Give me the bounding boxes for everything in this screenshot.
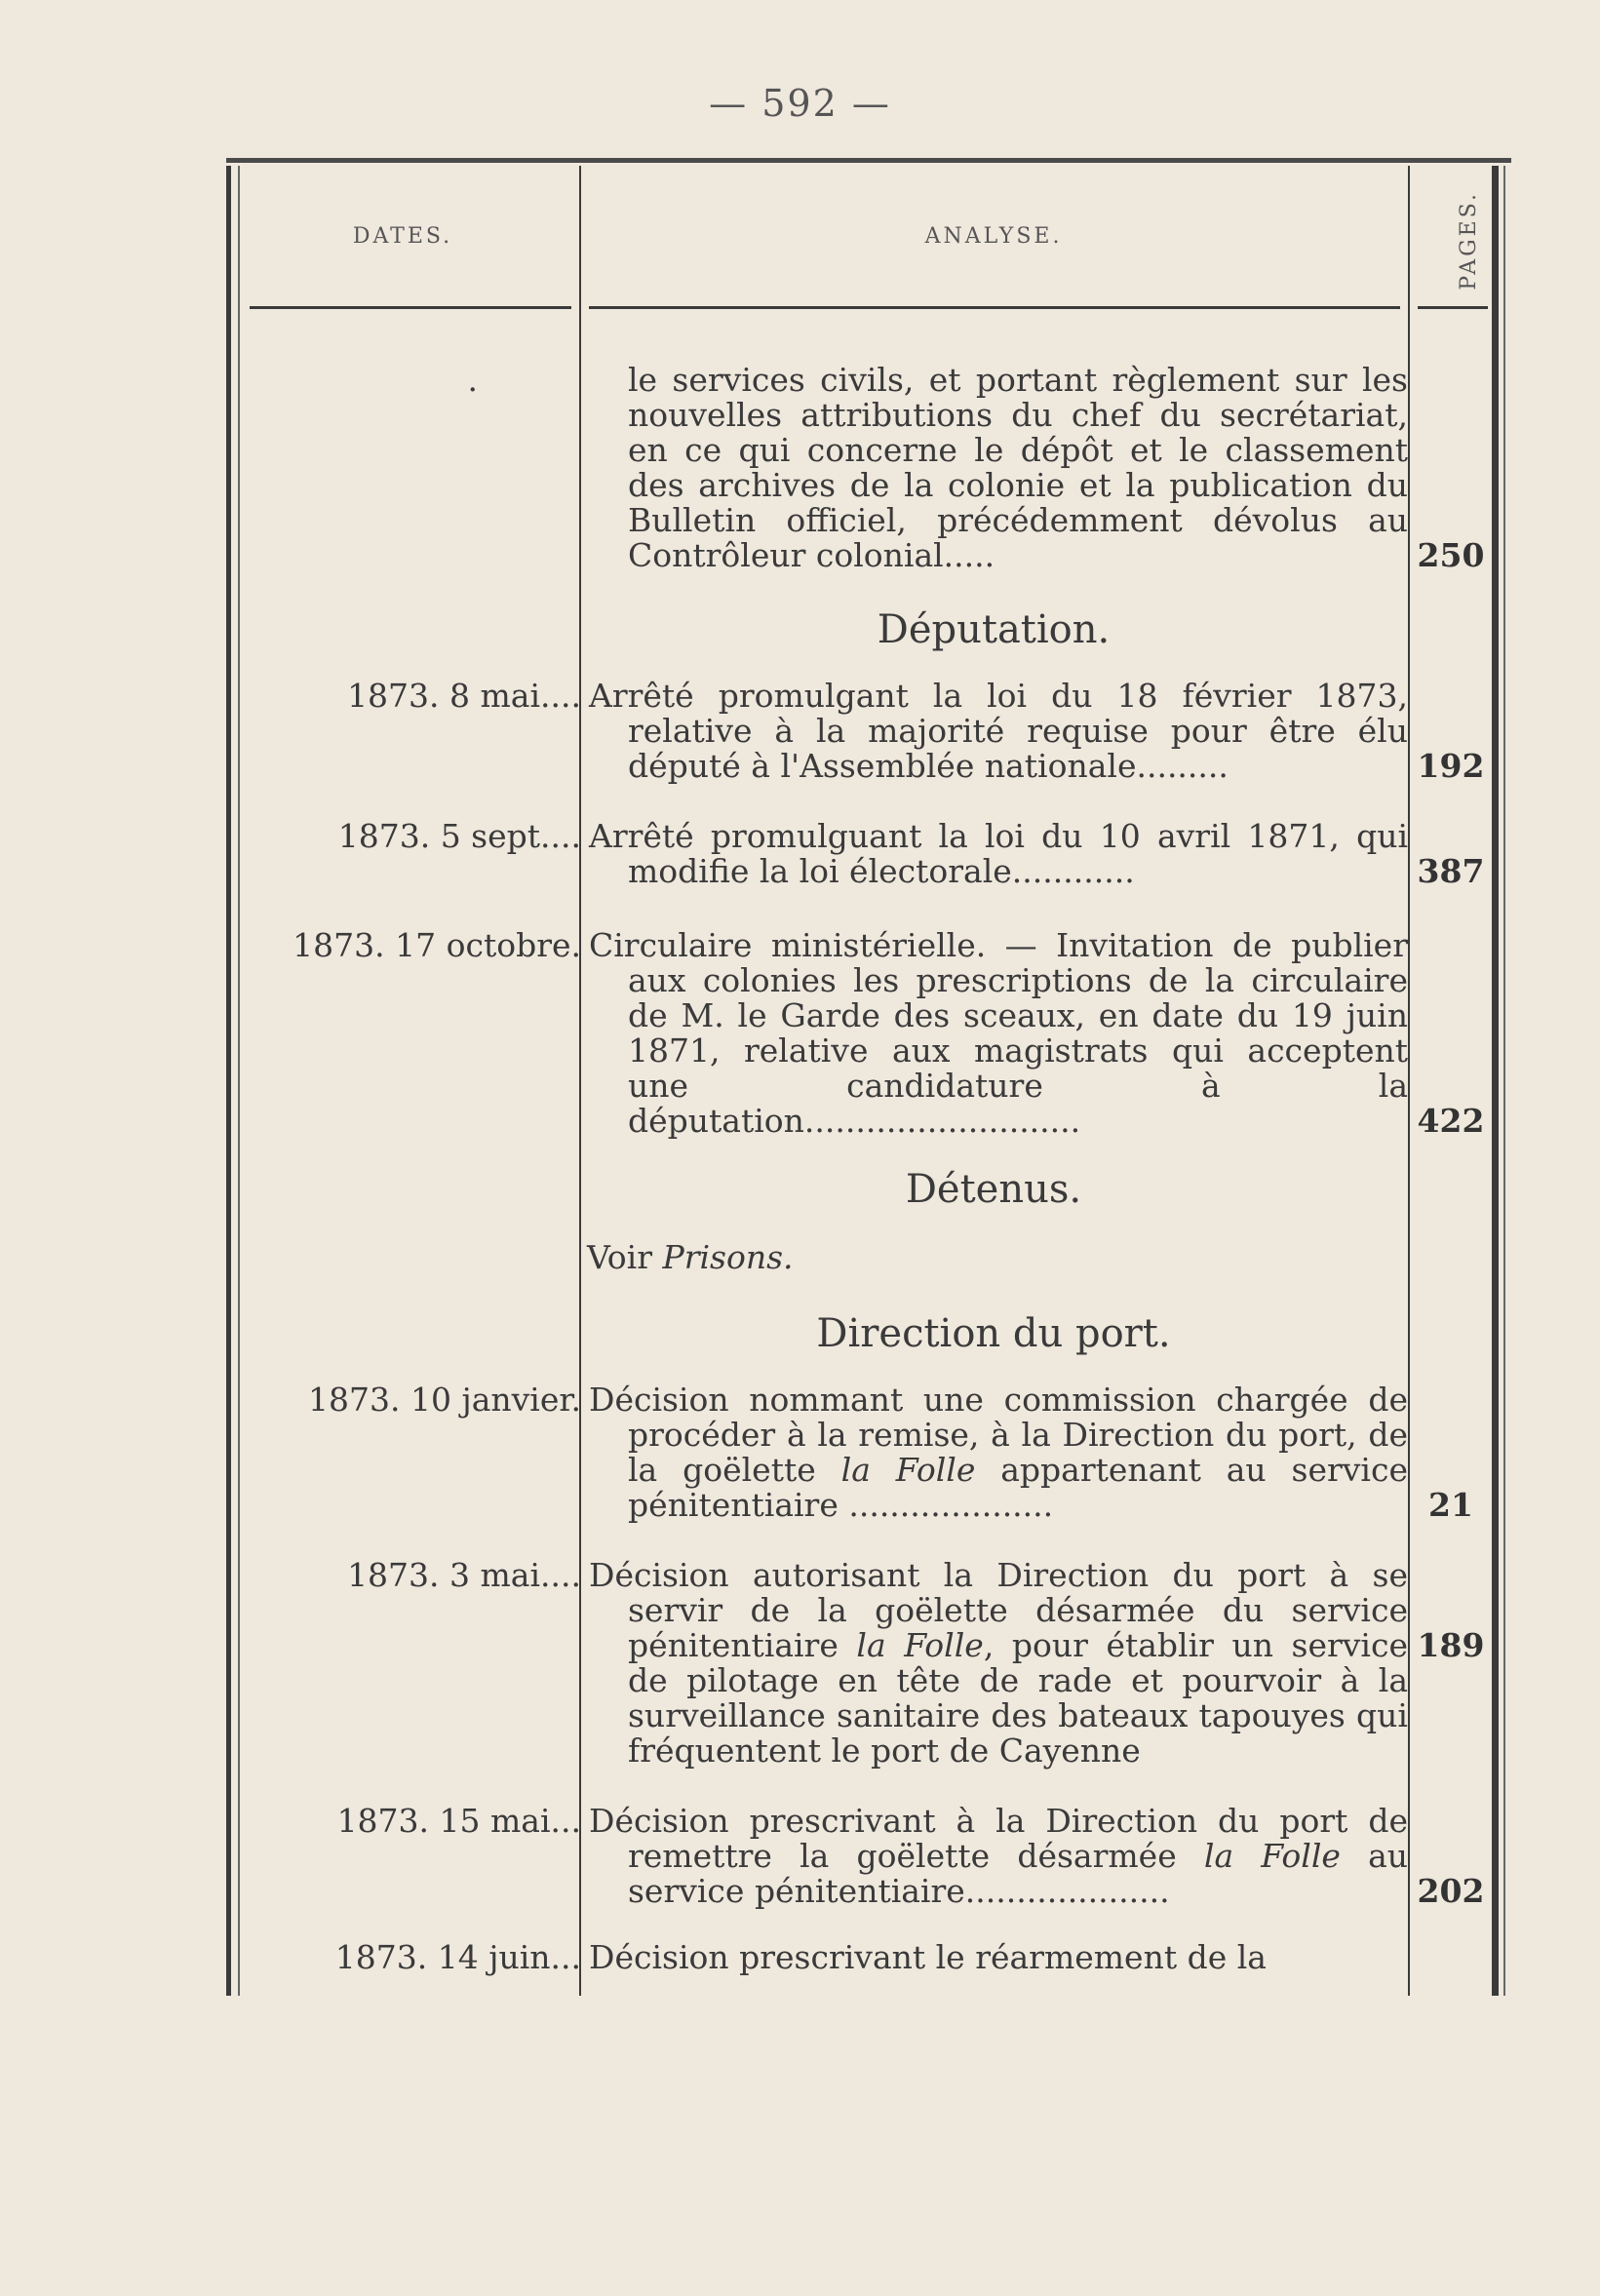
entry-text: Arrêté promulgant la loi du 18 février 1873, relative à la majorité requise pour être élu député à l'Assemblée nationale.........: [589, 677, 1408, 785]
entry-text: Décision prescrivant le réarmement de la: [589, 1938, 1267, 1976]
right-border-inner: [1503, 166, 1505, 1996]
section-title: Détenus.: [905, 1167, 1082, 1212]
entry-date: .: [467, 361, 478, 399]
entry-date: 1873. 15 mai...: [336, 1802, 581, 1840]
entry-date: 1873. 14 juin...: [334, 1938, 581, 1976]
entry-page: 202: [1417, 1872, 1485, 1910]
header-pages: PAGES.: [1457, 191, 1481, 291]
header-analyse: ANALYSE.: [924, 224, 1063, 249]
entry-date: 1873. 5 sept....: [337, 817, 581, 855]
entry-date: 1873. 3 mai....: [347, 1556, 581, 1594]
entry-date: 1873. 8 mai....: [347, 677, 581, 715]
left-border-inner: [238, 166, 240, 1996]
entry-date: 1873. 10 janvier.: [308, 1381, 581, 1419]
section-title: Députation.: [877, 607, 1111, 652]
dates-column-divider: [579, 166, 581, 1996]
header-rule-analyse: [589, 306, 1400, 309]
page-number: — 592 —: [709, 82, 891, 125]
header-rule-pages: [1418, 306, 1488, 309]
entry-page: 422: [1417, 1102, 1485, 1140]
entry-text: le services civils, et portant règlement sur les nouvelles attributions du chef du secrétariat, en ce qui concerne le dépôt et le classement des archives de la colonie et la publication du Bulletin officiel, précédemment dévolus au Contrôleur colonial.....: [628, 361, 1408, 574]
entry-text: Décision prescrivant à la Direction du port de remettre la goëlette désarmée la Folle au service pénitentiaire....................: [589, 1802, 1409, 1910]
header-rule-dates: [250, 306, 571, 309]
entry-text: Arrêté promulguant la loi du 10 avril 1871, qui modifie la loi électorale............: [589, 817, 1408, 890]
entry-page: 189: [1417, 1626, 1485, 1664]
entry-page: 21: [1428, 1486, 1473, 1524]
see-also-target: Prisons.: [662, 1238, 794, 1276]
entry-page: 387: [1417, 852, 1485, 890]
entry-page: 192: [1417, 747, 1485, 785]
entry-page: 250: [1417, 536, 1485, 574]
pages-column-divider: [1408, 166, 1410, 1996]
entry-text: Circulaire ministérielle. — Invitation de publier aux colonies les prescriptions de la circulaire de M. le Garde des sceaux, en date du 19 juin 1871, relative aux magistrats qui acceptent une candidature à la députation...........................: [589, 926, 1408, 1140]
left-border: [226, 166, 231, 1996]
see-also-prefix: Voir: [587, 1238, 663, 1276]
entry-text: Décision autorisant la Direction du port à se servir de la goëlette désarmée du service pénitentiaire la Folle, pour établir un service de pilotage en tête de rade et pourvoir à la surveillance sanitaire des bateaux tapouyes qui fréquentent le port de Cayenne: [589, 1556, 1408, 1770]
section-title: Direction du port.: [816, 1311, 1171, 1356]
right-border: [1492, 166, 1499, 1996]
entry-date: 1873. 17 octobre.: [293, 926, 581, 964]
see-also-reference: [587, 1240, 794, 1275]
header-dates: DATES.: [352, 224, 453, 249]
index-table: [226, 158, 1511, 1996]
entry-text: Décision nommant une commission chargée de procéder à la remise, à la Direction du port, de la goëlette la Folle appartenant au service pénitentiaire ....................: [589, 1381, 1408, 1524]
top-rule: [226, 158, 1511, 163]
